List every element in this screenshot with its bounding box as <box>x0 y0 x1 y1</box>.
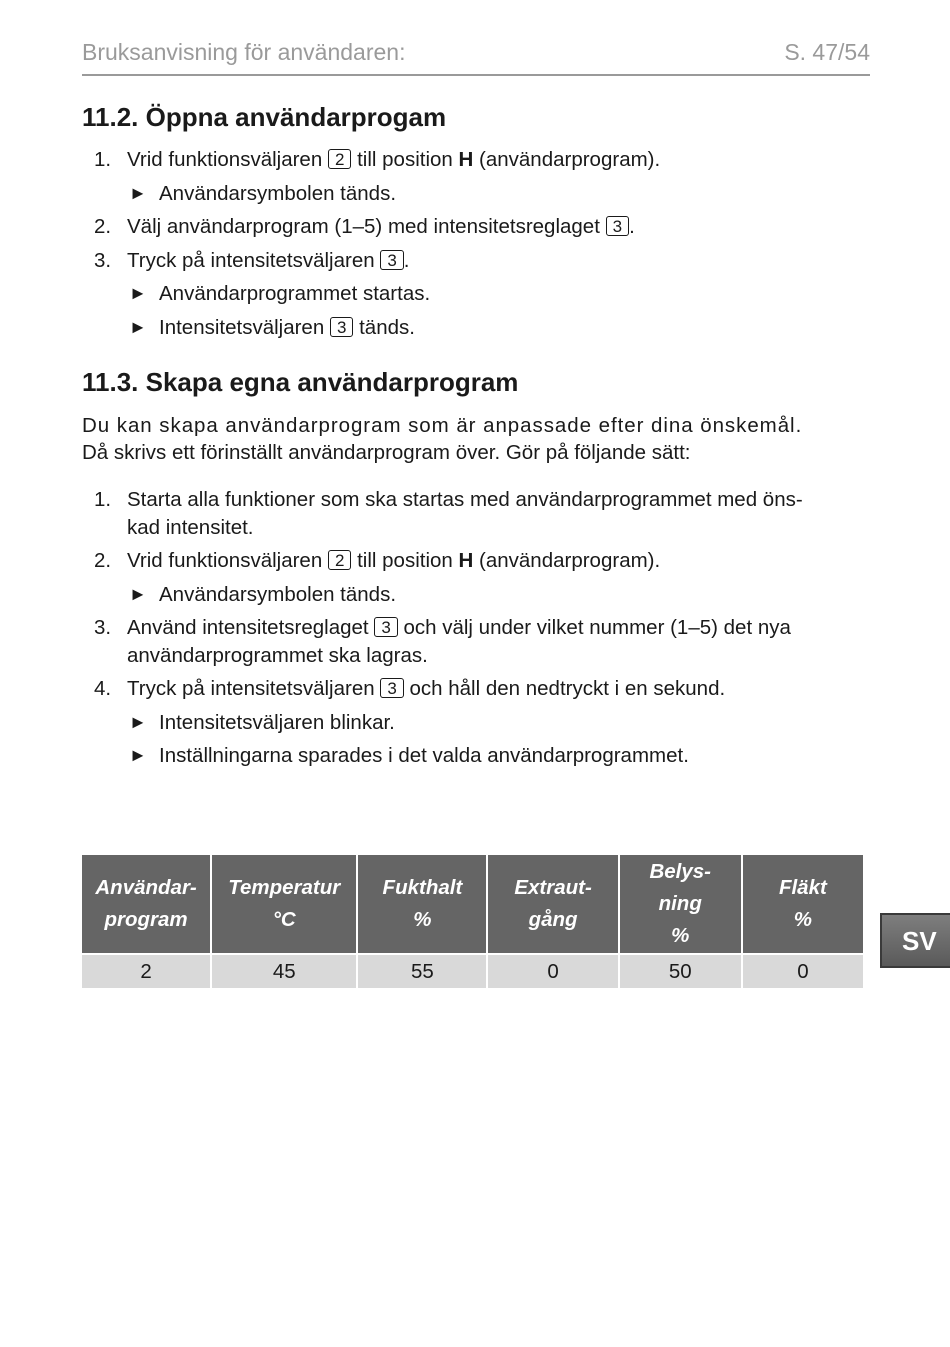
document-title: Bruksanvisning för användaren: <box>82 39 406 65</box>
control-ref-box: 3 <box>606 216 629 236</box>
arrow-icon: ► <box>129 583 147 604</box>
table-row <box>82 953 863 988</box>
steps-list-11-2 <box>82 143 872 344</box>
cell-temperature: 45 <box>212 953 356 988</box>
step-item: 1. Starta alla funktioner som ska startas med användarprogrammet med öns- kad intensitet. <box>94 488 803 539</box>
result-item: ► Intensitetsväljaren blinkar. <box>82 706 872 740</box>
arrow-icon: ► <box>129 745 147 765</box>
result-item: ► Användarprogrammet startas. <box>82 277 872 311</box>
intro-paragraph: Du kan skapa användarprogram som är anpassade efter dina önskemål. Då skrivs ett förinställt användarprogram över. Gör på följande sätt: <box>82 414 803 464</box>
step-item: 3. Använd intensitetsreglaget 3 och välj under vilket nummer (1–5) det nya användarprogrammet ska lagras. <box>94 616 791 667</box>
cell-humidity: 55 <box>358 953 486 988</box>
step-item: 1. Vrid funktionsväljaren 2 till position H (användarprogram). <box>94 148 661 171</box>
control-ref-box: 3 <box>380 250 403 270</box>
section-heading-11-3: 11.3. Skapa egna användarprogram <box>82 367 519 397</box>
step-item: 4. Tryck på intensitetsväljaren 3 och håll den nedtryckt i en sekund. <box>94 677 726 700</box>
result-item: ► Användarsymbolen tänds. <box>82 177 872 211</box>
page-header <box>82 36 870 76</box>
control-ref-box: 3 <box>374 617 397 637</box>
step-item: 3. Tryck på intensitetsväljaren 3 . <box>94 248 410 272</box>
arrow-icon: ► <box>129 182 147 203</box>
cell-fan: 0 <box>743 953 863 988</box>
table-header-row <box>82 855 863 953</box>
result-item: ► Inställningarna sparades i det valda användarprogrammet. <box>82 739 872 773</box>
col-header-extra-run: Extraut- gång <box>488 855 617 953</box>
steps-list-11-3 <box>82 483 872 773</box>
control-ref-box: 2 <box>328 550 351 570</box>
result-item: ► Intensitetsväljaren 3 tänds. <box>82 311 872 345</box>
arrow-icon: ► <box>129 283 147 303</box>
arrow-icon: ► <box>129 711 147 732</box>
col-header-lighting: Belys- ning % <box>620 855 741 953</box>
arrow-icon: ► <box>129 316 147 337</box>
result-item: ► Användarsymbolen tänds. <box>82 578 872 612</box>
control-ref-box: 3 <box>380 678 403 698</box>
col-header-program: Användar- program <box>82 855 210 953</box>
col-header-humidity: Fukthalt % <box>358 855 486 953</box>
language-tab: SV <box>880 913 950 968</box>
control-ref-box: 3 <box>330 317 353 337</box>
col-header-fan: Fläkt % <box>743 855 863 953</box>
cell-program: 2 <box>82 953 210 988</box>
step-item: 2. Vrid funktionsväljaren 2 till position H (användarprogram). <box>94 549 661 572</box>
user-program-table <box>80 855 865 988</box>
step-item: 2. Välj användarprogram (1–5) med intensitetsreglaget 3 . <box>94 215 635 238</box>
control-ref-box: 2 <box>328 149 351 169</box>
cell-extra-run: 0 <box>488 953 617 988</box>
cell-lighting: 50 <box>620 953 741 988</box>
col-header-temperature: Temperatur °C <box>212 855 356 953</box>
section-heading-11-2: 11.2. Öppna användarprogam <box>82 102 447 132</box>
page-number: S. 47/54 <box>784 39 870 65</box>
